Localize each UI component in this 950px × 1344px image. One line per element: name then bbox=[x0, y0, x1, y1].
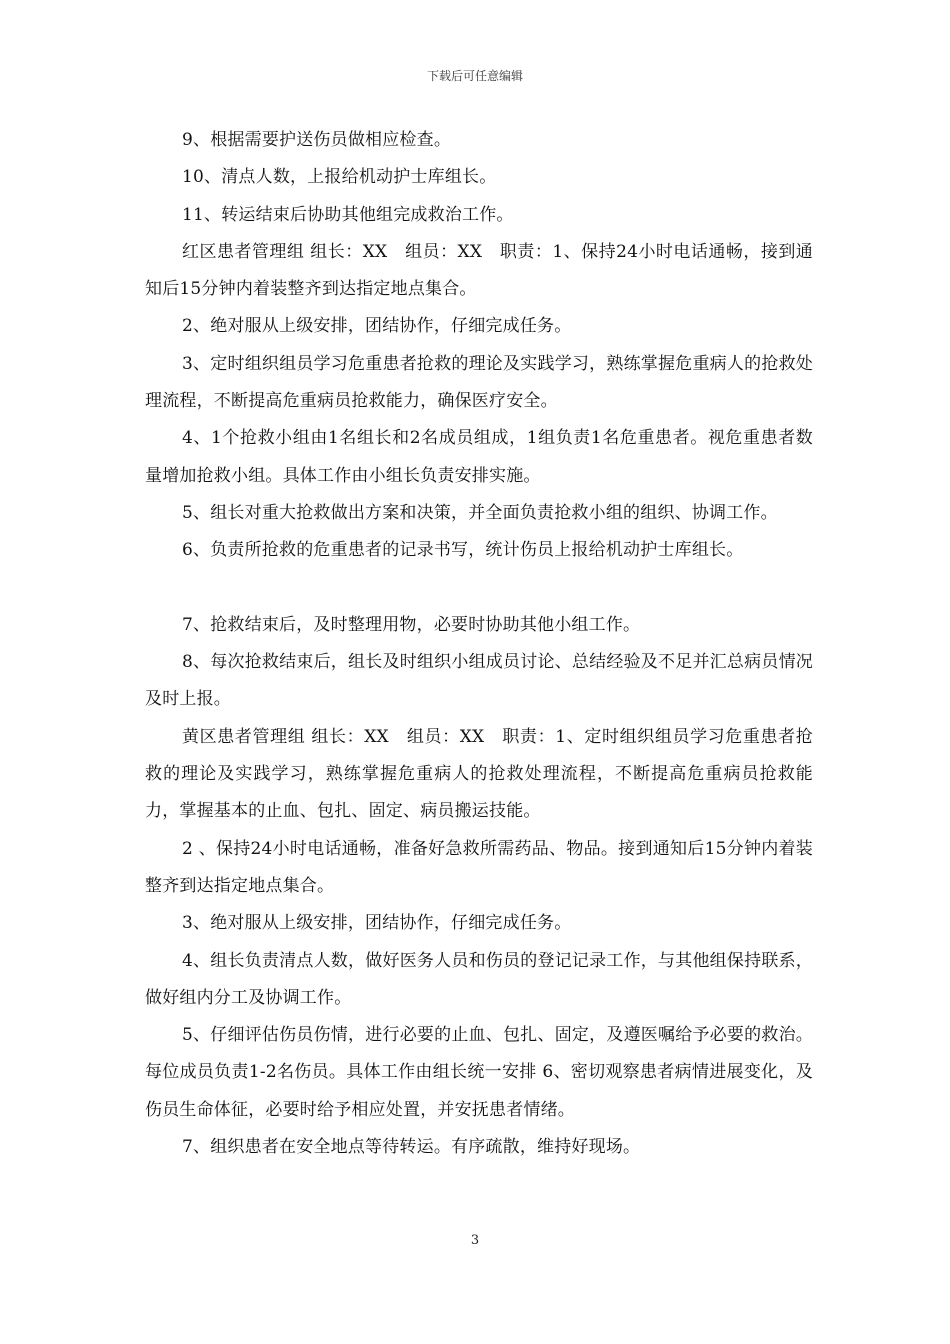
paragraph: 4、1个抢救小组由1名组长和2名成员组成，1组负责1名危重患者。视危重患者数量增加抢救小组。具体工作由小组长负责安排实施。 bbox=[145, 428, 813, 486]
paragraph: 11、转运结束后协助其他组完成救治工作。 bbox=[182, 204, 514, 225]
paragraph-red-zone-group: 红区患者管理组 组长：XX 组员：XX 职责：1、保持24小时电话通畅，接到通知后15分钟内着装整齐到达指定地点集合。 bbox=[145, 241, 813, 300]
paragraph: 8、每次抢救结束后，组长及时组织小组成员讨论、总结经验及不足并汇总病员情况及时上报。 bbox=[145, 652, 813, 710]
page-header: 下载后可任意编辑 bbox=[426, 69, 523, 83]
paragraph: 3、绝对服从上级安排，团结协作，仔细完成任务。 bbox=[182, 913, 572, 934]
paragraph: 9、根据需要护送伤员做相应检查。 bbox=[182, 130, 452, 150]
paragraph: 3、定时组织组员学习危重患者抢救的理论及实践学习，熟练掌握危重病人的抢救处理流程，不断提高危重病员抢救能力，确保医疗安全。 bbox=[145, 353, 813, 412]
paragraph: 4、组长负责清点人数，做好医务人员和伤员的登记记录工作，与其他组保持联系，做好组内分工及协调工作。 bbox=[145, 950, 813, 1008]
paragraph: 5、组长对重大抢救做出方案和决策，并全面负责抢救小组的组织、协调工作。 bbox=[182, 502, 778, 523]
paragraph: 10、清点人数，上报给机动护士库组长。 bbox=[182, 167, 497, 188]
paragraph: 7、抢救结束后，及时整理用物，必要时协助其他小组工作。 bbox=[182, 614, 641, 635]
page-number: 3 bbox=[470, 1233, 480, 1248]
paragraph: 6、负责所抢救的危重患者的记录书写，统计伤员上报给机动护士库组长。 bbox=[182, 540, 744, 561]
paragraph: 7、组织患者在安全地点等待转运。有序疏散，维持好现场。 bbox=[182, 1137, 641, 1158]
document-body bbox=[145, 122, 813, 1166]
blank-line bbox=[145, 570, 813, 607]
paragraph: 5、仔细评估伤员伤情，进行必要的止血、包扎、固定，及遵医嘱给予必要的救治。每位成员负责1-2名伤员。具体工作由组长统一安排 6、密切观察患者病情进展变化，及伤员生命体征，必要时给予相应处置，并安抚患者情绪。 bbox=[145, 1025, 813, 1120]
paragraph-yellow-zone-group: 黄区患者管理组 组长：XX 组员：XX 职责：1、定时组织组员学习危重患者抢救的理论及实践学习，熟练掌握危重病人的抢救处理流程，不断提高危重病员抢救能力，掌握基本的止血、包扎、固定、病员搬运技能。 bbox=[145, 726, 813, 822]
paragraph: 2 、保持24小时电话通畅，准备好急救所需药品、物品。接到通知后15分钟内着装整齐到达指定地点集合。 bbox=[145, 838, 813, 896]
paragraph: 2、绝对服从上级安排，团结协作，仔细完成任务。 bbox=[182, 316, 572, 337]
